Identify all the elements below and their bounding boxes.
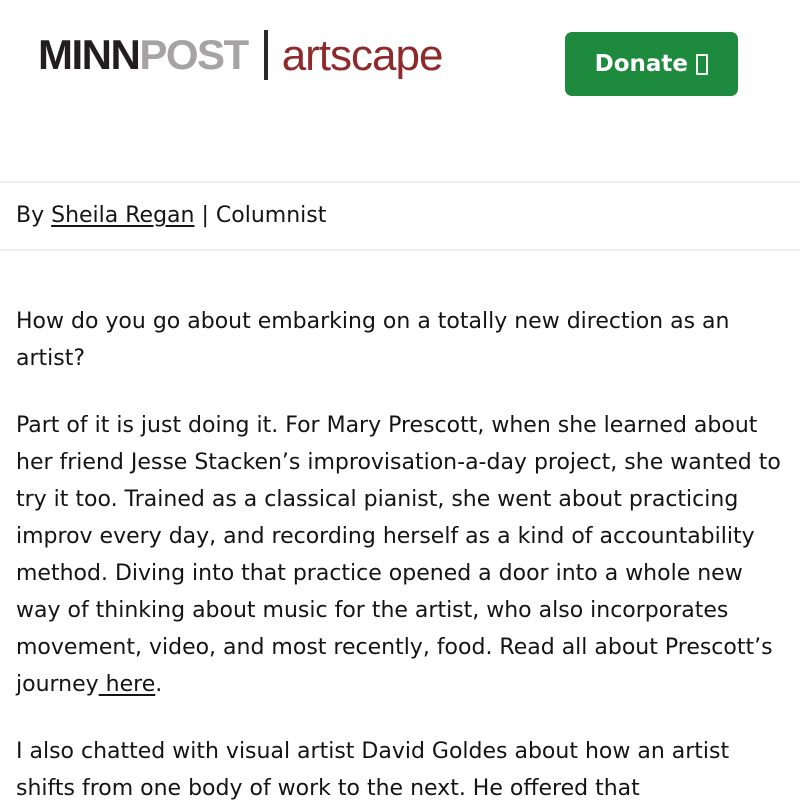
article-body	[0, 251, 800, 800]
here-link[interactable]: here	[98, 672, 156, 697]
donate-button[interactable]	[565, 32, 738, 96]
byline-role: Columnist	[215, 203, 327, 228]
byline-separator: |	[194, 203, 216, 228]
logo-text-post: POST	[139, 31, 248, 78]
donate-button-label: Donate	[594, 51, 688, 77]
paragraph-intro: How do you go about embarking on a totally new direction as an artist?	[16, 309, 737, 371]
paragraph-text: Part of it is just doing it. For Mary Prescott, when she learned about her friend Jesse Stacken’s improvisation-a-day project, she wanted to try it too. Trained as a classical pianist, she went about practicing improv every day, and recording herself as a kind of accountability method. Diving into that practice opened a door into a whole new way of thinking about music for the artist, who also incorporates movement, video, and most recently, food. Read all about Prescott’s journey	[16, 413, 788, 697]
author-link[interactable]: Sheila Regan	[51, 203, 195, 228]
paragraph-prescott	[16, 407, 788, 703]
byline-prefix: By	[16, 203, 52, 228]
missing-glyph-box-icon	[696, 54, 708, 75]
logo-text-artscape: artscape	[281, 31, 443, 80]
paragraph-goldes: I also chatted with visual artist David Goldes about how an artist shifts from one body of work to the next. He offered that	[16, 739, 737, 800]
minnpost-artscape-logo[interactable]	[38, 30, 442, 80]
byline-bar	[0, 181, 800, 251]
logo-text-minn: MINN	[38, 31, 140, 78]
logo-divider-bar	[264, 30, 268, 80]
paragraph-text-after-link: .	[155, 672, 163, 697]
header	[0, 0, 800, 181]
